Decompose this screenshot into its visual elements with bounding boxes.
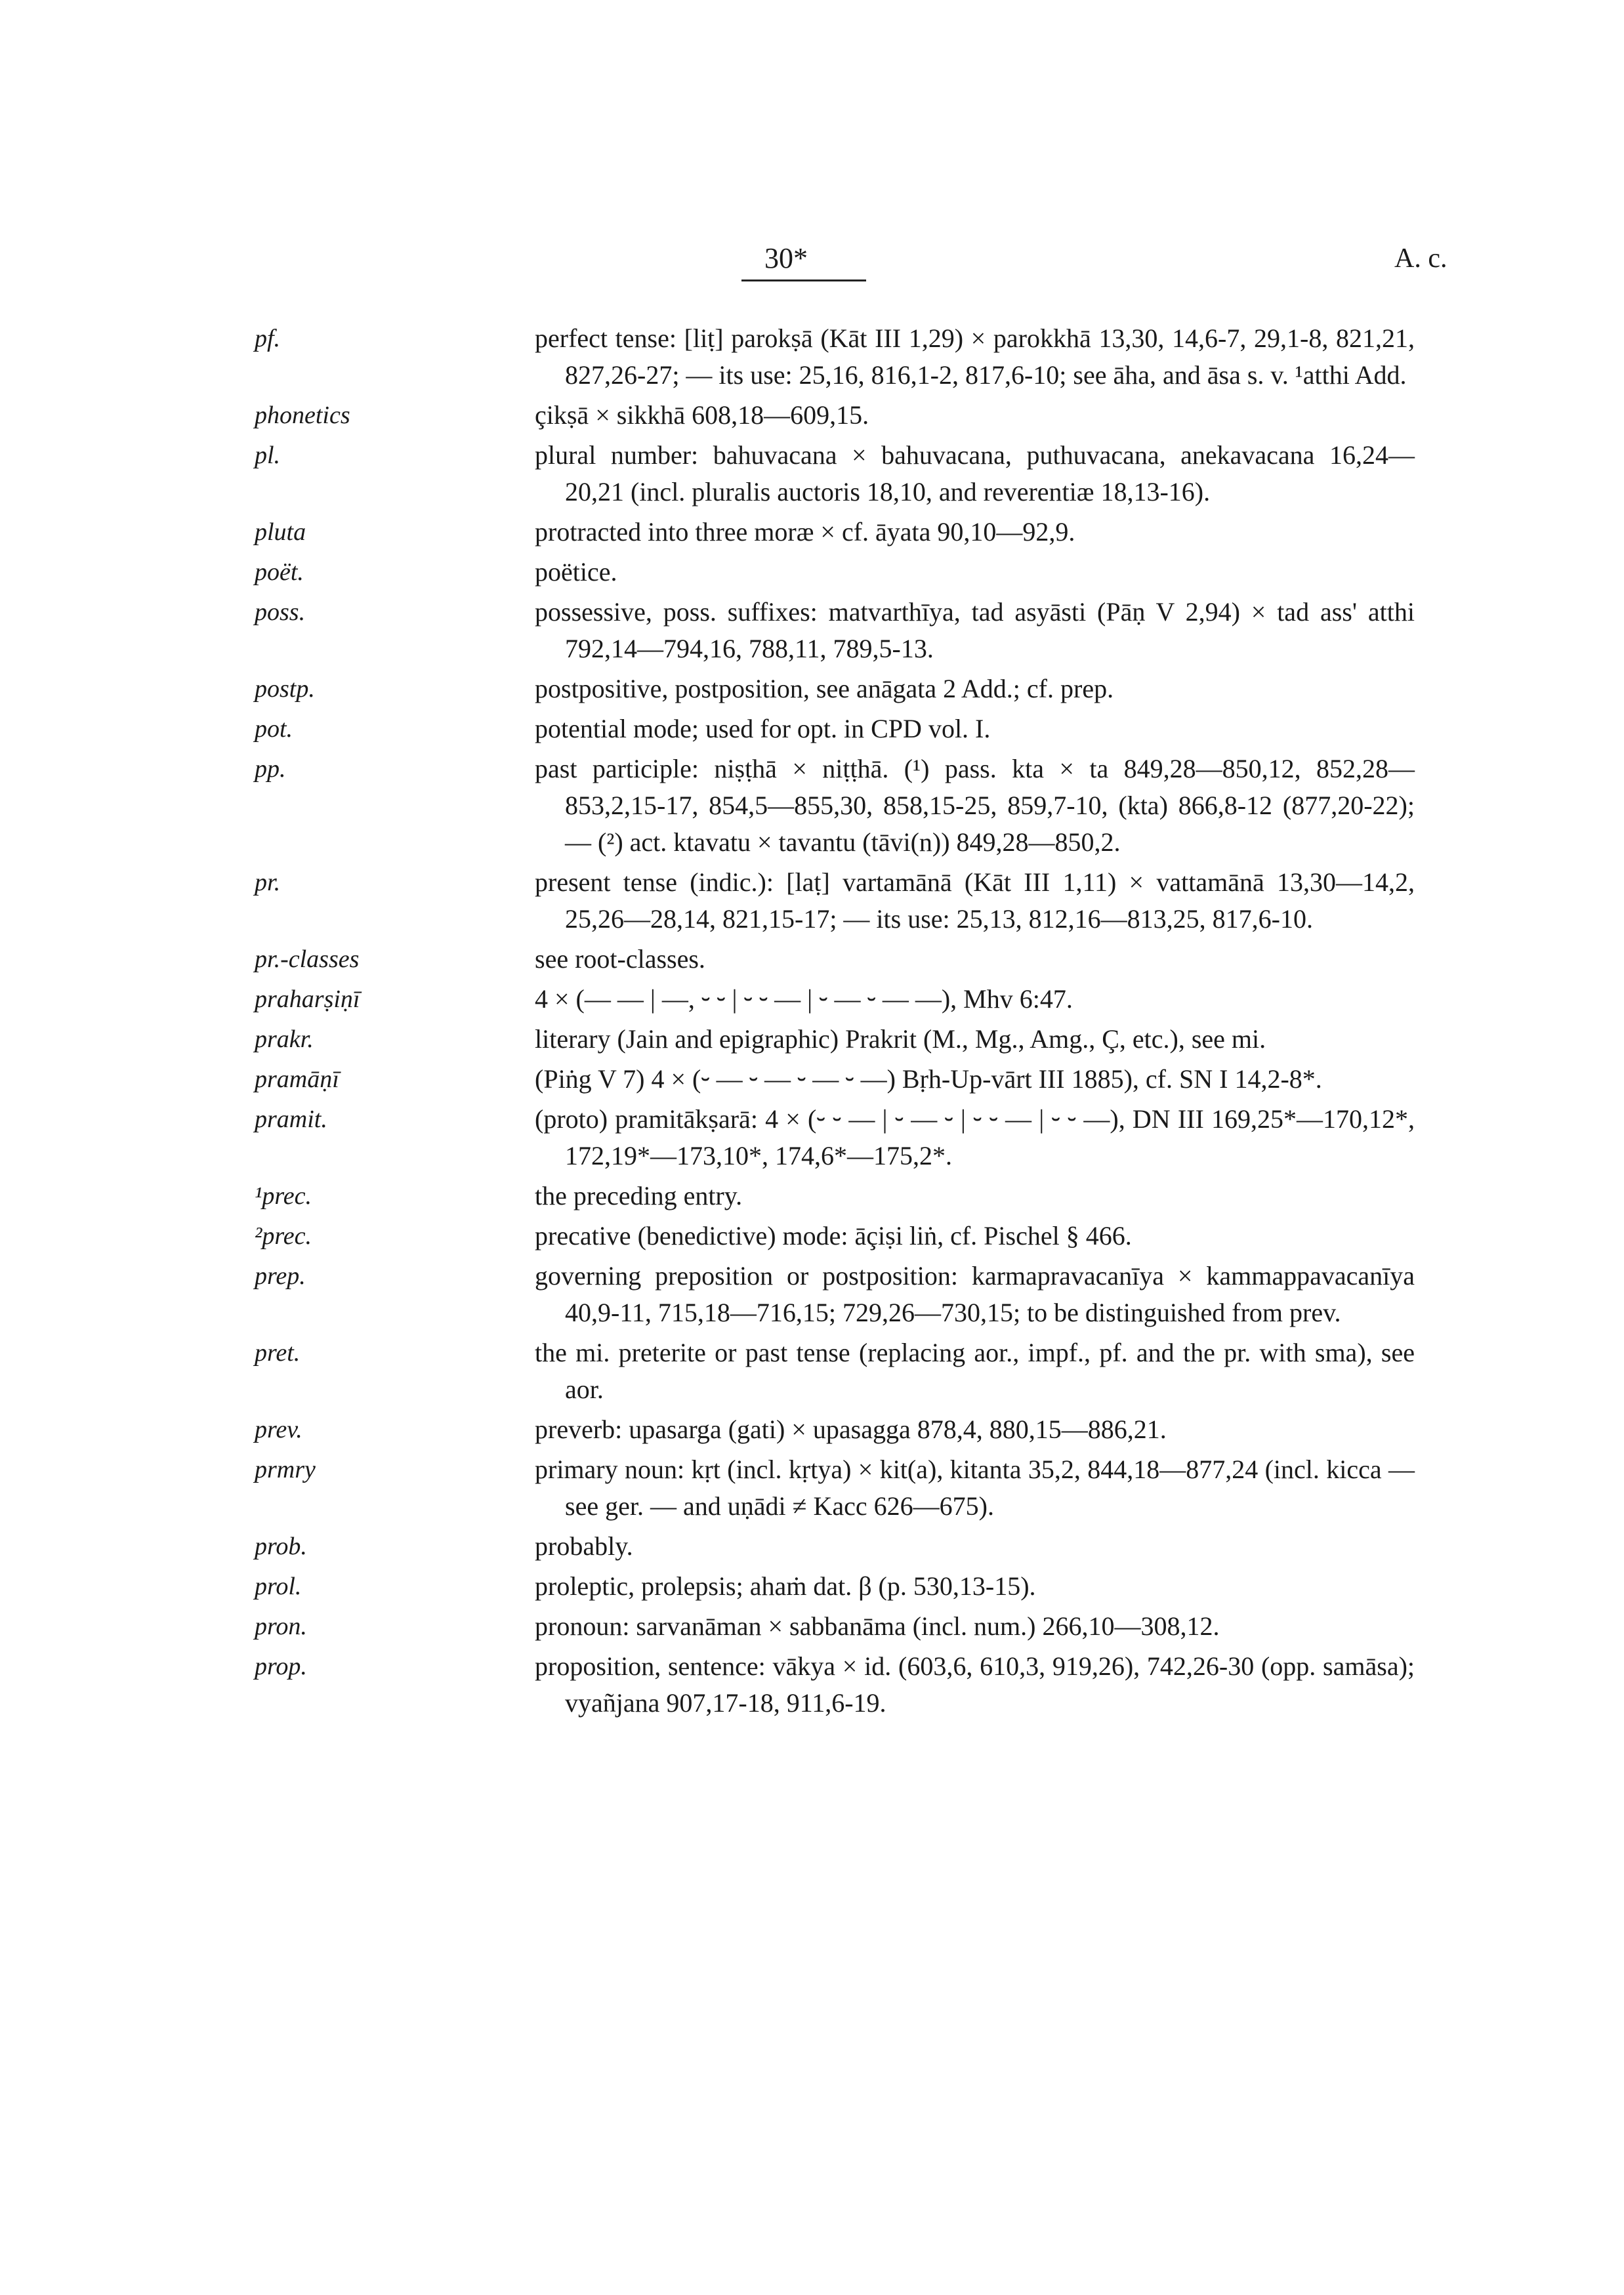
- entry-definition: precative (benedictive) mode: āçiṣi liṅ, cf. Pischel § 466.: [535, 1221, 1132, 1251]
- entry-definition: present tense (indic.): [laṭ] vartamānā (Kāt III 1,11) × vattamānā 13,30—14,2, 25,26—28,14, 821,15-17; — its use: 25,13, 812,16—813,25, 817,6-10.: [535, 867, 1415, 934]
- entry-prec-2: [0, 1218, 1624, 1254]
- entry-definition: plural number: bahuvacana × bahuvacana, puthuvacana, anekavacana 16,24—20,21 (incl. pluralis auctoris 18,10, and reverentiæ 18,13-16).: [535, 440, 1415, 507]
- entry-abbr: ¹prec.: [255, 1182, 312, 1210]
- entry-definition: proleptic, prolepsis; ahaṁ dat. β (p. 530,13-15).: [535, 1571, 1036, 1601]
- entry-poet: [0, 554, 1624, 590]
- entry-pr: [0, 864, 1624, 938]
- entry-abbr: pron.: [255, 1613, 307, 1640]
- entry-prev: [0, 1411, 1624, 1448]
- entry-definition: literary (Jain and epigraphic) Prakrit (M., Mg., Amg., Ç, etc.), see mi.: [535, 1024, 1266, 1054]
- entry-abbr: ²prec.: [255, 1222, 312, 1250]
- entry-definition: past participle: niṣṭhā × niṭṭhā. (¹) pass. kta × ta 849,28—850,12, 852,28—853,2,15-17, 854,5—855,30, 858,15-25, 859,7-10, (kta) 866,8-12 (877,20-22); — (²) act. ktavatu × tavantu (tāvi(n)) 849,28—850,2.: [535, 754, 1415, 857]
- entry-abbr: prakr.: [255, 1025, 314, 1053]
- entry-abbr: phonetics: [255, 402, 350, 429]
- entry-definition: 4 × (— — | —, ⏑ ⏑ | ⏑ ⏑ — | ⏑ — ⏑ — —), Mhv 6:47.: [535, 984, 1073, 1014]
- entry-pl: [0, 437, 1624, 510]
- entry-definition: probably.: [535, 1531, 633, 1561]
- entry-definition: postpositive, postposition, see anāgata 2 Add.; cf. prep.: [535, 674, 1114, 703]
- entry-definition: see root-classes.: [535, 944, 705, 974]
- entry-pf: [0, 320, 1624, 394]
- entry-abbr: pr.: [255, 869, 281, 896]
- entry-definition: preverb: upasarga (gati) × upasagga 878,4, 880,15—886,21.: [535, 1415, 1167, 1444]
- entry-praharsini: [0, 981, 1624, 1018]
- abbreviation-list: [0, 320, 1624, 1725]
- entry-postp: [0, 671, 1624, 707]
- entry-poss: [0, 594, 1624, 667]
- entry-abbr: poss.: [255, 598, 306, 626]
- entry-abbr: pramāṇī: [255, 1065, 339, 1093]
- entry-abbr: pret.: [255, 1339, 301, 1367]
- entry-pluta: [0, 514, 1624, 550]
- entry-definition: the preceding entry.: [535, 1181, 743, 1210]
- entry-abbr: prev.: [255, 1416, 302, 1443]
- entry-prob: [0, 1528, 1624, 1565]
- entry-definition: çikṣā × sikkhā 608,18—609,15.: [535, 400, 869, 430]
- entry-abbr: pramit.: [255, 1106, 327, 1133]
- entry-abbr: pluta: [255, 518, 306, 546]
- entry-phonetics: [0, 397, 1624, 434]
- entry-pron: [0, 1608, 1624, 1645]
- entry-abbr: praharṣiṇī: [255, 985, 360, 1013]
- entry-pr-classes: [0, 941, 1624, 978]
- entry-definition: possessive, poss. suffixes: matvarthīya, tad asyāsti (Pāṇ V 2,94) × tad ass' atthi 792,14—794,16, 788,11, 789,5-13.: [535, 597, 1415, 663]
- entry-pp: [0, 751, 1624, 861]
- entry-definition: (Piṅg V 7) 4 × (⏑ — ⏑ — ⏑ — ⏑ —) Bṛh-Up-vārt III 1885), cf. SN I 14,2-8*.: [535, 1064, 1322, 1094]
- entry-definition: proposition, sentence: vākya × id. (603,6, 610,3, 919,26), 742,26-30 (opp. samāsa); vyañjana 907,17-18, 911,6-19.: [535, 1651, 1415, 1718]
- entry-definition: potential mode; used for opt. in CPD vol. I.: [535, 714, 991, 743]
- entry-prakr: [0, 1021, 1624, 1058]
- entry-abbr: pot.: [255, 715, 293, 743]
- entry-abbr: prep.: [255, 1262, 306, 1290]
- entry-pret: [0, 1334, 1624, 1408]
- page-number: 30*: [764, 242, 808, 274]
- entry-abbr: postp.: [255, 675, 315, 703]
- entry-abbr: pf.: [255, 325, 281, 352]
- entry-abbr: prob.: [255, 1533, 307, 1560]
- entry-definition: protracted into three moræ × cf. āyata 90,10—92,9.: [535, 517, 1075, 547]
- entry-abbr: prop.: [255, 1653, 307, 1680]
- entry-definition: (proto) pramitākṣarā: 4 × (⏑ ⏑ — | ⏑ — ⏑ | ⏑ ⏑ — | ⏑ ⏑ —), DN III 169,25*—170,12*, 172,19*—173,10*, 174,6*—175,2*.: [535, 1104, 1415, 1170]
- entry-abbr: prol.: [255, 1573, 302, 1600]
- entry-prep: [0, 1258, 1624, 1331]
- entry-definition: perfect tense: [liṭ] parokṣā (Kāt III 1,29) × parokkhā 13,30, 14,6-7, 29,1-8, 821,21, 827,26-27; — its use: 25,16, 816,1-2, 817,6-10; see āha, and āsa s. v. ¹atthi Add.: [535, 323, 1415, 390]
- entry-definition: the mi. preterite or past tense (replacing aor., impf., pf. and the pr. with sma), see aor.: [535, 1338, 1415, 1404]
- entry-definition: pronoun: sarvanāman × sabbanāma (incl. num.) 266,10—308,12.: [535, 1611, 1220, 1641]
- entry-abbr: prmry: [255, 1456, 316, 1483]
- section-marker: A. c.: [1394, 243, 1447, 274]
- entry-abbr: poët.: [255, 558, 304, 586]
- entry-abbr: pr.-classes: [255, 945, 360, 973]
- entry-prol: [0, 1568, 1624, 1605]
- entry-definition: primary noun: kṛt (incl. kṛtya) × kit(a), kitanta 35,2, 844,18—877,24 (incl. kicca — see ger. — and uṇādi ≠ Kacc 626—675).: [535, 1455, 1415, 1521]
- entry-pot: [0, 711, 1624, 747]
- entry-prmry: [0, 1451, 1624, 1525]
- header-rule: [741, 279, 866, 281]
- entry-pramani: [0, 1061, 1624, 1098]
- entry-prec-1: [0, 1178, 1624, 1214]
- entry-abbr: pp.: [255, 755, 286, 783]
- entry-definition: governing preposition or postposition: karmapravacanīya × kammappavacanīya 40,9-11, 715,18—716,15; 729,26—730,15; to be distinguished from prev.: [535, 1261, 1415, 1327]
- entry-abbr: pl.: [255, 442, 281, 469]
- entry-definition: poëtice.: [535, 557, 617, 587]
- entry-prop: [0, 1648, 1624, 1722]
- entry-pramit: [0, 1101, 1624, 1174]
